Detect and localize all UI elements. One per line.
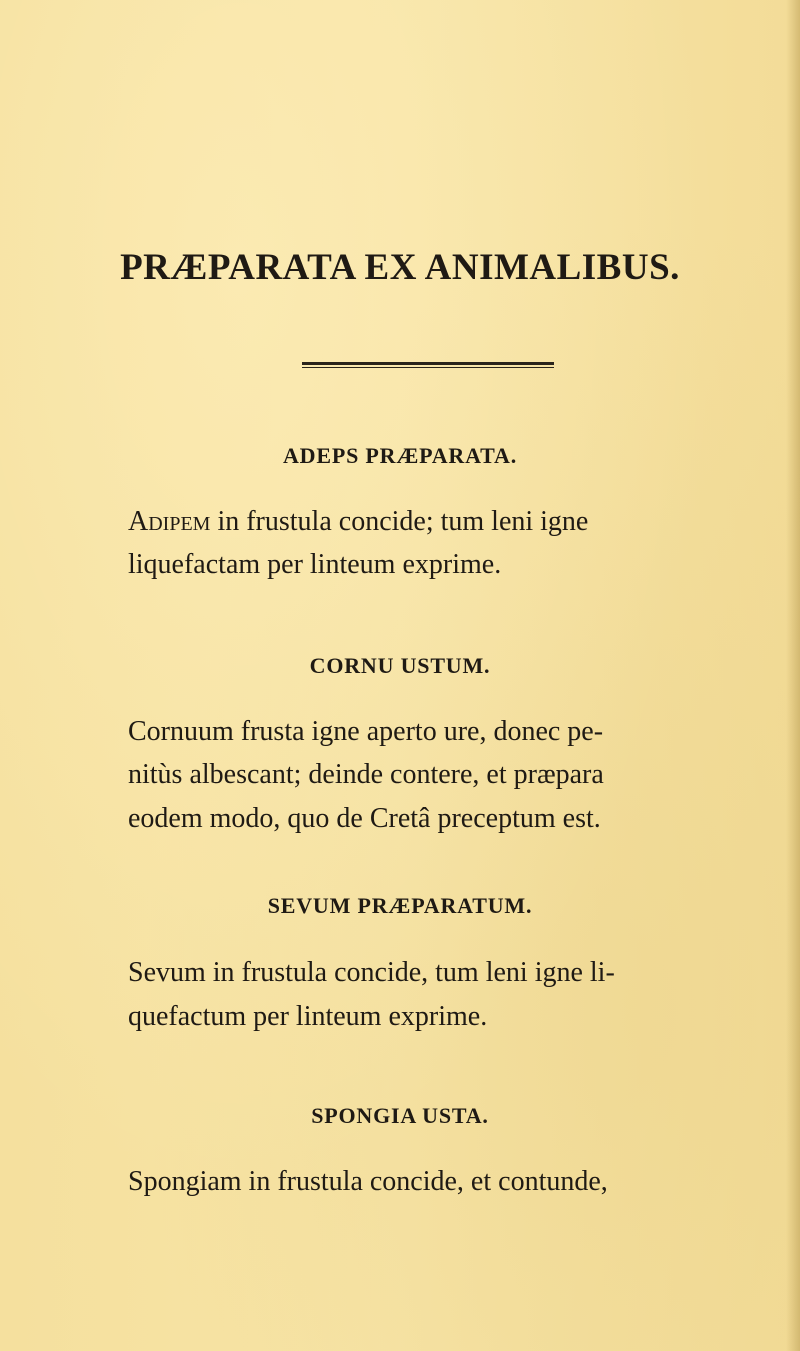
section-heading-sevum: SEVUM PRÆPARATUM. [267,893,533,918]
lead-word: Adipem [128,506,211,537]
rule-thin-line [302,367,554,368]
section-heading-adeps: ADEPS PRÆPARATA. [282,443,517,468]
section-text-line: quefactum per linteum exprime. [128,1001,488,1032]
section-text-line: liquefactam per linteum exprime. [128,549,502,580]
section-text-line: Cornuum frusta igne aperto ure, donec pe- [128,716,604,747]
rule-thick-line [302,362,554,365]
section-text-line [128,500,768,544]
section-heading-spongia: SPONGIA USTA. [311,1103,489,1128]
title-rule-divider [302,362,554,368]
section-text-line: Spongiam in frustula concide, et contunde, [128,1166,608,1197]
section-text-fragment: in frustula concide; tum leni igne [210,506,589,537]
section-heading-cornu: CORNU USTUM. [309,653,491,678]
section-text-line: nitùs albescant; deinde contere, et præpara [128,759,604,790]
section-text-line: eodem modo, quo de Cretâ preceptum est. [128,803,601,834]
section-text-line: Sevum in frustula concide, tum leni igne li- [128,957,615,988]
page-title: PRÆPARATA EX ANIMALIBUS. [120,247,680,288]
